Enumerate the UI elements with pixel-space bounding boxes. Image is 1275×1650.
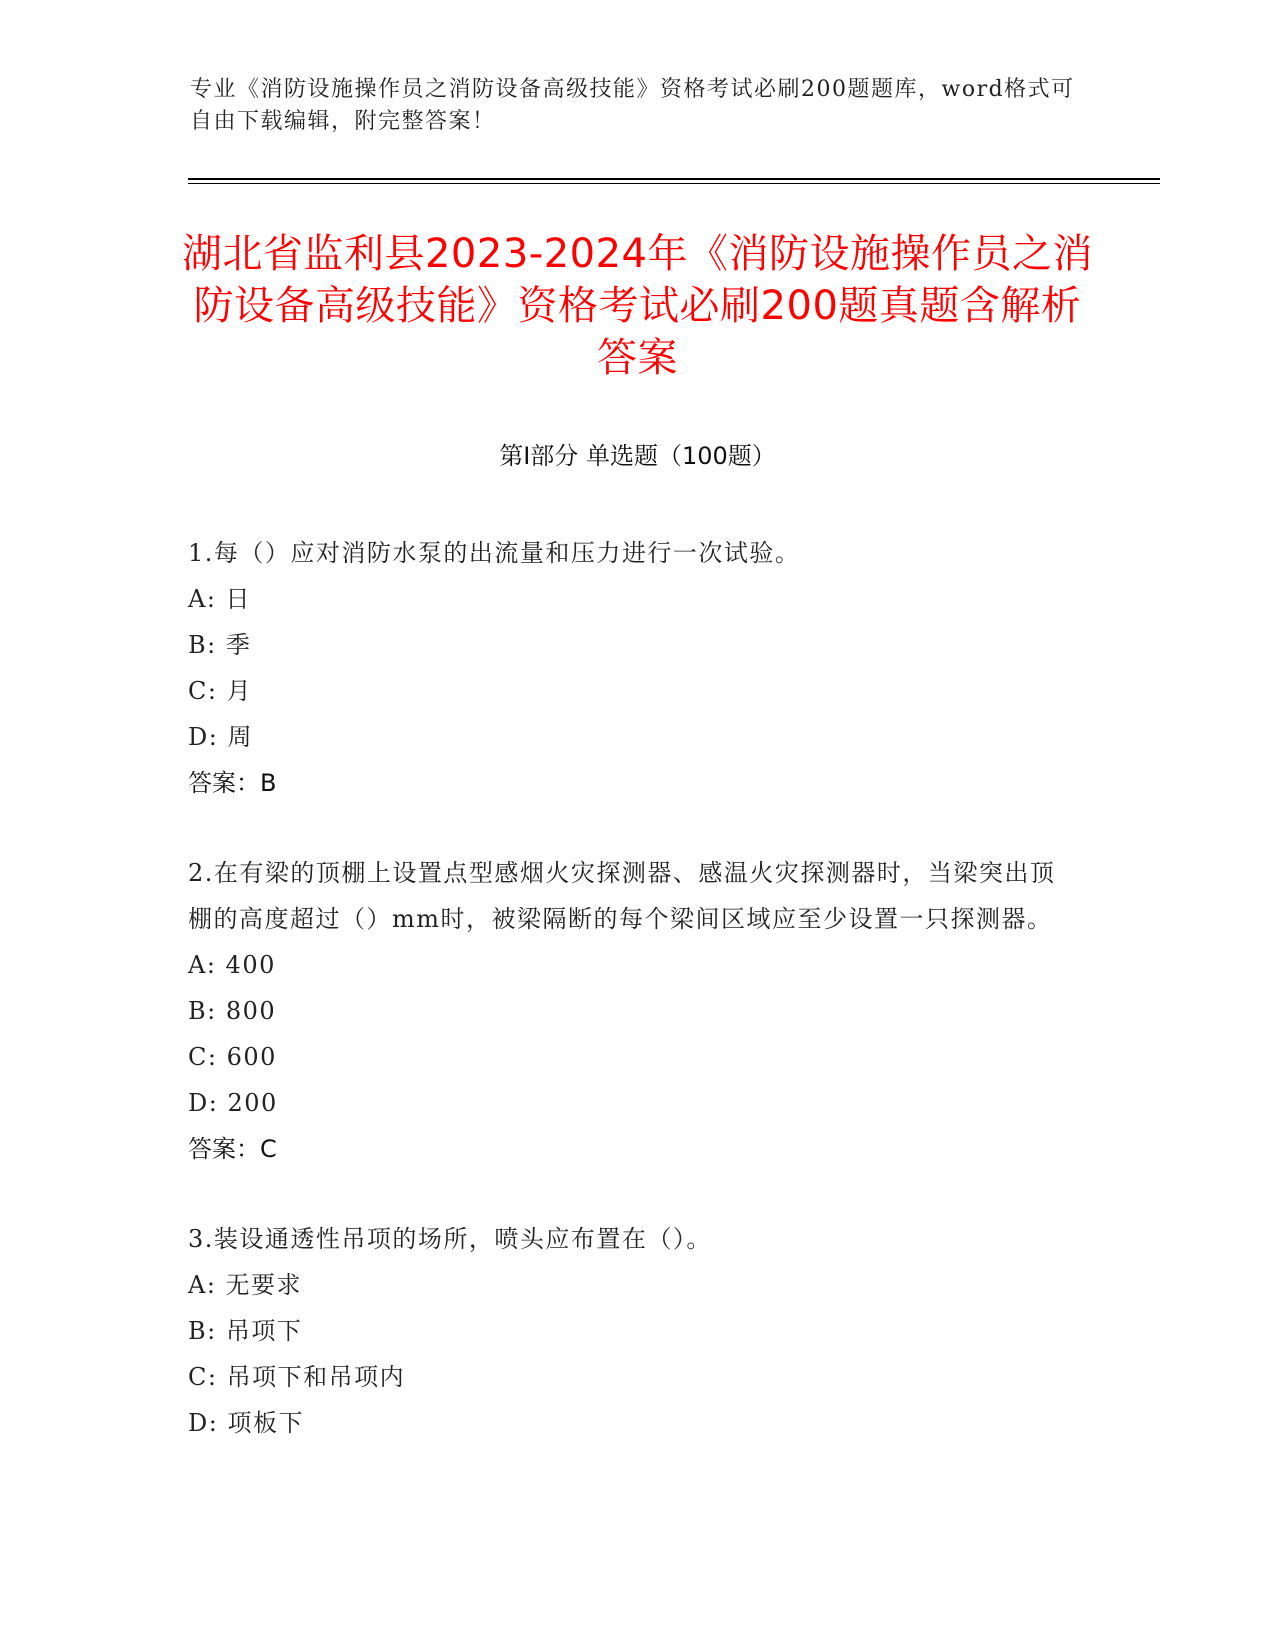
option-c: C: 吊项下和吊项内 [188,1363,406,1391]
question-item [188,1216,1078,1446]
option-d: D: 项板下 [188,1409,304,1437]
header-divider-thin [188,183,1160,184]
question-item [188,850,1078,1172]
question-stem: 2.在有梁的顶棚上设置点型感烟火灾探测器、感温火灾探测器时，当梁突出顶棚的高度超过（）mm时，被梁隔断的每个梁间区域应至少设置一只探测器。 [188,859,1056,933]
document-title: 湖北省监利县2023-2024年《消防设施操作员之消防设备高级技能》资格考试必刷200题真题含解析答案 [181,231,1094,381]
option-a: A: 400 [188,951,276,979]
option-a: A: 日 [188,585,252,613]
question-stem: 1.每（）应对消防水泵的出流量和压力进行一次试验。 [188,539,801,567]
option-d: D: 周 [188,723,253,751]
option-c: C: 月 [188,677,253,705]
question-item [188,530,1078,806]
option-d: D: 200 [188,1089,278,1117]
question-stem: 3.装设通透性吊项的场所，喷头应布置在（）。 [188,1225,712,1253]
option-c: C: 600 [188,1043,277,1071]
question-list [188,530,1078,1490]
section-heading: 第Ⅰ部分 单选题（100题） [499,442,776,470]
option-b: B: 吊项下 [188,1317,303,1345]
option-b: B: 季 [188,631,252,659]
header-divider-thick [188,178,1160,180]
answer-line: 答案：B [188,769,277,797]
header-note: 专业《消防设施操作员之消防设备高级技能》资格考试必刷200题题库，word格式可自由下载编辑，附完整答案！ [190,77,1075,134]
option-a: A: 无要求 [188,1271,303,1299]
answer-line: 答案：C [188,1135,277,1163]
option-b: B: 800 [188,997,277,1025]
